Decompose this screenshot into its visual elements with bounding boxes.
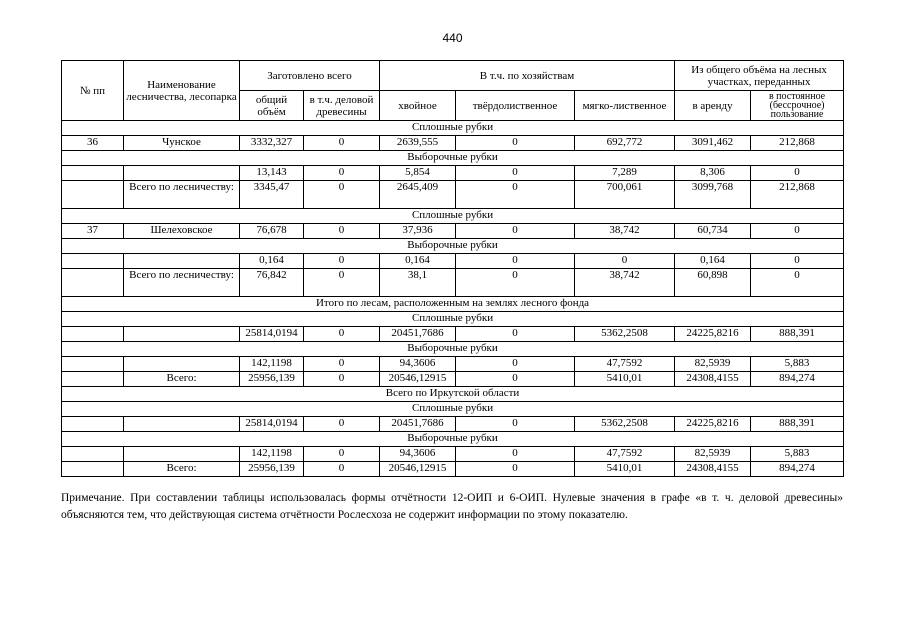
table-row [62,181,844,209]
row-name: Всего по лесничеству: [124,181,240,209]
table-row [62,462,844,477]
header-softwood: мягко-лиственное [575,91,675,121]
table-row [62,372,844,387]
table-cell: 142,1198 [240,447,304,462]
header-harvested: Заготовлено всего [240,61,380,91]
table-cell: 0 [304,417,380,432]
page-number: 440 [442,31,463,45]
table-cell: 5,883 [751,357,844,372]
header-lease: в аренду [675,91,751,121]
table-cell: 5362,2508 [575,417,675,432]
table-cell: 25956,139 [240,462,304,477]
table-cell: 20546,12915 [380,372,456,387]
header-by-farms: В т.ч. по хозяйствам [380,61,675,91]
table-cell: 3099,768 [675,181,751,209]
section-title: Выборочные рубки [62,239,844,254]
section-title: Сплошные рубки [62,312,844,327]
table-row [62,254,844,269]
table-cell: 60,898 [675,269,751,297]
table-cell: 94,3606 [380,447,456,462]
table-row [62,136,844,151]
table-cell: 212,868 [751,136,844,151]
harvest-table [61,60,844,477]
section-title: Выборочные рубки [62,151,844,166]
row-num [62,372,124,387]
row-name: Всего по лесничеству: [124,269,240,297]
row-name: Всего: [124,372,240,387]
section-title: Выборочные рубки [62,342,844,357]
table-cell: 894,274 [751,372,844,387]
table-cell: 3091,462 [675,136,751,151]
table-cell: 5,883 [751,447,844,462]
table-cell: 0 [751,166,844,181]
table-cell: 0 [304,254,380,269]
table-row [62,357,844,372]
table-cell: 692,772 [575,136,675,151]
table-cell: 13,143 [240,166,304,181]
table-cell: 0 [456,372,575,387]
table-cell: 0 [304,136,380,151]
section-title: Сплошные рубки [62,209,844,224]
table-cell: 38,742 [575,269,675,297]
table-cell: 0,164 [380,254,456,269]
table-cell: 0 [456,166,575,181]
table-cell: 2639,555 [380,136,456,151]
section-title: Итого по лесам, расположенным на землях лесного фонда [62,297,844,312]
table-cell: 76,678 [240,224,304,239]
row-name: Чунское [124,136,240,151]
section-title: Сплошные рубки [62,402,844,417]
table-cell: 20546,12915 [380,462,456,477]
table-cell: 24225,8216 [675,417,751,432]
table-cell: 2645,409 [380,181,456,209]
table-cell: 20451,7686 [380,327,456,342]
row-num [62,462,124,477]
row-name [124,357,240,372]
row-num [62,181,124,209]
section-row [62,432,844,447]
table-cell: 0 [751,224,844,239]
table-cell: 60,734 [675,224,751,239]
row-name: Шелеховское [124,224,240,239]
table-cell: 38,742 [575,224,675,239]
table-cell: 3332,327 [240,136,304,151]
row-name [124,254,240,269]
table-cell: 0 [456,357,575,372]
section-row [62,121,844,136]
table-row [62,269,844,297]
table-cell: 0 [456,224,575,239]
header-transferred: Из общего объёма на лесных участках, переданных [675,61,844,91]
table-note: Примечание. При составлении таблицы использовалась формы отчётности 12-ОИП и 6-ОИП. Нулевые значения в графе «в т. ч. деловой древесины» объясняются тем, что действующая система отчётности Рослесхоза не содержит информации по этому показателю. [61,492,843,521]
table-cell: 0 [304,327,380,342]
table-cell: 37,936 [380,224,456,239]
section-title: Всего по Иркутской области [62,387,844,402]
section-row [62,151,844,166]
row-num [62,327,124,342]
table-cell: 0 [456,417,575,432]
table-cell: 0 [304,372,380,387]
row-num [62,254,124,269]
table-cell: 0 [304,462,380,477]
row-num [62,417,124,432]
table-cell: 894,274 [751,462,844,477]
header-name: Наименование лесничества, лесопарка [124,61,240,121]
table-cell: 0 [456,327,575,342]
header-num: № пп [62,61,124,121]
row-name [124,417,240,432]
table-cell: 8,306 [675,166,751,181]
row-num [62,269,124,297]
row-num [62,166,124,181]
table-cell: 24308,4155 [675,372,751,387]
section-row [62,402,844,417]
table-cell: 212,868 [751,181,844,209]
table-body [62,121,844,477]
header-permanent: в постоянное (бессрочное) пользование [751,91,844,121]
table-cell: 38,1 [380,269,456,297]
table-cell: 25956,139 [240,372,304,387]
table-cell: 0 [751,254,844,269]
table-cell: 0 [456,269,575,297]
table-cell: 0 [751,269,844,297]
table-row [62,447,844,462]
table-cell: 3345,47 [240,181,304,209]
section-row [62,297,844,312]
table-cell: 47,7592 [575,447,675,462]
table-cell: 0,164 [240,254,304,269]
row-num [62,447,124,462]
table-row [62,417,844,432]
header-hardwood: твёрдолиственное [456,91,575,121]
section-row [62,342,844,357]
row-num: 37 [62,224,124,239]
table-cell: 0 [456,462,575,477]
table-cell: 20451,7686 [380,417,456,432]
table-cell: 76,842 [240,269,304,297]
table-cell: 0 [304,224,380,239]
table-cell: 5410,01 [575,462,675,477]
row-name [124,166,240,181]
table-cell: 0 [304,269,380,297]
table-cell: 5410,01 [575,372,675,387]
table-cell: 0 [456,254,575,269]
table-cell: 700,061 [575,181,675,209]
row-num [62,357,124,372]
section-row [62,209,844,224]
table-row [62,327,844,342]
table-row [62,166,844,181]
table-cell: 0 [304,447,380,462]
table-cell: 0 [304,166,380,181]
table-cell: 7,289 [575,166,675,181]
table-cell: 24225,8216 [675,327,751,342]
table-cell: 142,1198 [240,357,304,372]
table-cell: 0 [304,181,380,209]
table-cell: 0,164 [675,254,751,269]
table-cell: 888,391 [751,417,844,432]
header-coniferous: хвойное [380,91,456,121]
table-header [62,61,844,121]
row-num: 36 [62,136,124,151]
table-cell: 888,391 [751,327,844,342]
section-title: Выборочные рубки [62,432,844,447]
table-cell: 94,3606 [380,357,456,372]
header-total-volume: общий объём [240,91,304,121]
section-title: Сплошные рубки [62,121,844,136]
row-name: Всего: [124,462,240,477]
table-cell: 24308,4155 [675,462,751,477]
section-row [62,312,844,327]
header-business: в т.ч. деловой древесины [304,91,380,121]
row-name [124,447,240,462]
section-row [62,239,844,254]
table-cell: 5362,2508 [575,327,675,342]
table-cell: 5,854 [380,166,456,181]
section-row [62,387,844,402]
table-cell: 25814,0194 [240,327,304,342]
table-cell: 0 [456,447,575,462]
table-cell: 47,7592 [575,357,675,372]
table-cell: 0 [456,181,575,209]
table-cell: 0 [456,136,575,151]
table-cell: 82,5939 [675,357,751,372]
table-cell: 0 [304,357,380,372]
table-cell: 82,5939 [675,447,751,462]
table-row [62,224,844,239]
table-cell: 0 [575,254,675,269]
row-name [124,327,240,342]
table-cell: 25814,0194 [240,417,304,432]
